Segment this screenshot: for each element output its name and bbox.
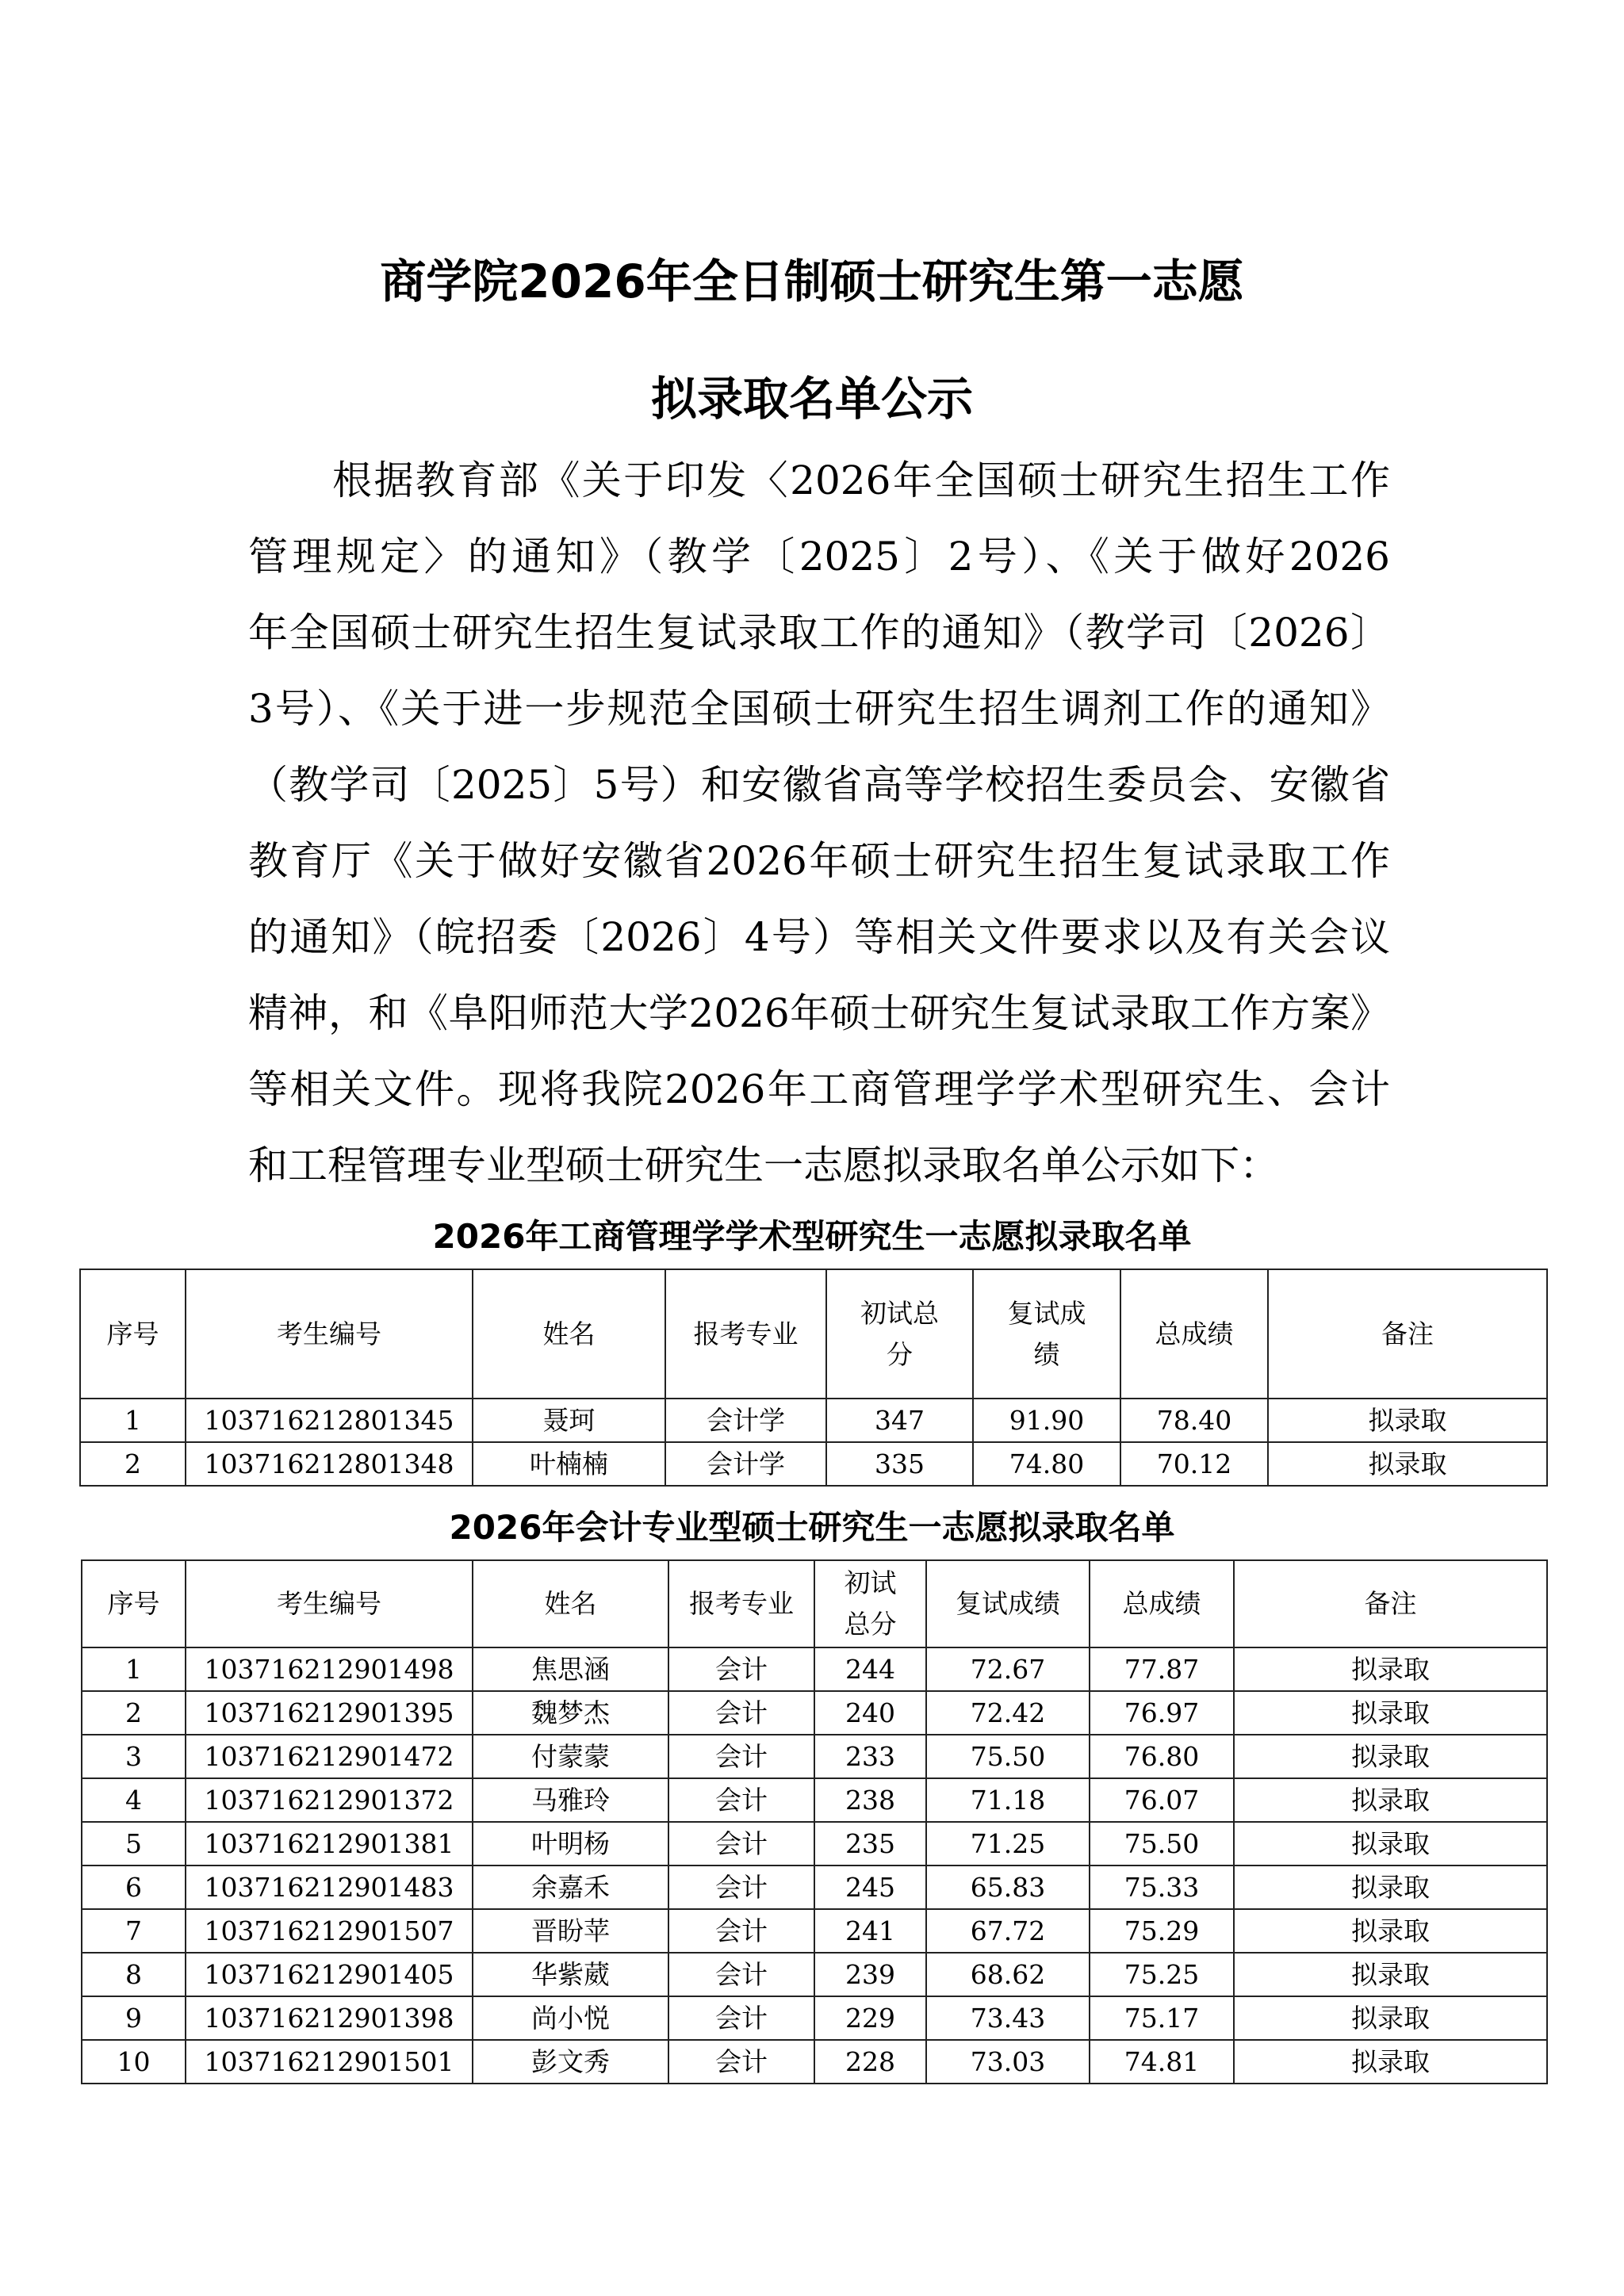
remark-cell: 拟录取 [1234,1822,1547,1866]
header-cell: 总成绩 [1120,1269,1268,1399]
header-text: 初试总分 [860,1297,939,1370]
remark-cell: 拟录取 [1234,1735,1547,1778]
paragraph-line: 等相关文件。现将我院2026年工商管理学学术型研究生、会计 [248,1066,1390,1112]
header-cell [826,1269,973,1399]
serial-cell: 6 [82,1866,186,1909]
total-score-cell: 75.50 [1090,1822,1234,1866]
remark-cell: 拟录取 [1234,1647,1547,1691]
serial-cell: 5 [82,1822,186,1866]
initial-score-cell: 335 [826,1442,973,1486]
admission-table-academic [79,1269,1548,1487]
header-cell: 考生编号 [186,1560,473,1647]
paragraph-line: 根据教育部《关于印发〈2026年全国硕士研究生招生工作 [332,457,1390,503]
retest-score-cell: 67.72 [926,1909,1090,1953]
retest-score-cell: 91.90 [973,1399,1120,1442]
header-cell: 姓名 [473,1269,665,1399]
serial-cell: 10 [82,2040,186,2084]
candidate-id-cell: 103716212901372 [186,1778,473,1822]
total-score-cell: 75.33 [1090,1866,1234,1909]
total-score-cell: 74.81 [1090,2040,1234,2084]
total-score-cell: 75.25 [1090,1953,1234,1996]
paragraph-line: 教育厅《关于做好安徽省2026年硕士研究生招生复试录取工作 [248,838,1390,884]
table-header-row [82,1560,1547,1647]
header-cell: 总成绩 [1090,1560,1234,1647]
header-cell: 复试成绩 [926,1560,1090,1647]
serial-cell: 1 [80,1399,186,1442]
retest-score-cell: 68.62 [926,1953,1090,1996]
table-row [82,1909,1547,1953]
header-cell: 姓名 [473,1560,668,1647]
name-cell: 叶楠楠 [473,1442,665,1486]
paragraph-line: 和工程管理专业型硕士研究生一志愿拟录取名单公示如下： [248,1142,1279,1188]
remark-cell: 拟录取 [1268,1399,1547,1442]
total-score-cell: 75.17 [1090,1996,1234,2040]
total-score-cell: 77.87 [1090,1647,1234,1691]
major-cell: 会计 [668,1996,814,2040]
table-row [80,1399,1547,1442]
candidate-id-cell: 103716212801345 [186,1399,473,1442]
total-score-cell: 76.80 [1090,1735,1234,1778]
major-cell: 会计 [668,1866,814,1909]
initial-score-cell: 235 [814,1822,926,1866]
table-body [82,1647,1547,2084]
major-cell: 会计 [668,2040,814,2084]
document-subtitle: 拟录取名单公示 [650,372,973,426]
candidate-id-cell: 103716212901405 [186,1953,473,1996]
table-row [82,1866,1547,1909]
major-cell: 会计 [668,1953,814,1996]
retest-score-cell: 72.42 [926,1691,1090,1735]
table-body [80,1399,1547,1486]
table-row [82,1822,1547,1866]
table-caption-academic: 2026年工商管理学学术型研究生一志愿拟录取名单 [432,1217,1192,1256]
paragraph-line: （教学司〔2025〕5号）和安徽省高等学校招生委员会、安徽省 [248,762,1390,808]
name-cell: 尚小悦 [473,1996,668,2040]
table-row [80,1442,1547,1486]
header-cell [973,1269,1120,1399]
name-cell: 华紫葳 [473,1953,668,1996]
header-cell: 报考专业 [665,1269,826,1399]
major-cell: 会计 [668,1647,814,1691]
name-cell: 余嘉禾 [473,1866,668,1909]
remark-cell: 拟录取 [1234,1909,1547,1953]
table-row [82,1691,1547,1735]
candidate-id-cell: 103716212901472 [186,1735,473,1778]
table-row [82,1953,1547,1996]
document-title: 商学院2026年全日制硕士研究生第一志愿 [380,254,1244,308]
remark-cell: 拟录取 [1234,2040,1547,2084]
header-cell: 考生编号 [186,1269,473,1399]
total-score-cell: 70.12 [1120,1442,1268,1486]
table-row [82,1647,1547,1691]
serial-cell: 2 [80,1442,186,1486]
serial-cell: 8 [82,1953,186,1996]
name-cell: 马雅玲 [473,1778,668,1822]
serial-cell: 4 [82,1778,186,1822]
name-cell: 焦思涵 [473,1647,668,1691]
remark-cell: 拟录取 [1234,1778,1547,1822]
candidate-id-cell: 103716212901507 [186,1909,473,1953]
major-cell: 会计 [668,1822,814,1866]
name-cell: 付蒙蒙 [473,1735,668,1778]
candidate-id-cell: 103716212801348 [186,1442,473,1486]
paragraph-line: 管理规定〉的通知》（教学〔2025〕2号）、《关于做好2026 [248,534,1390,580]
retest-score-cell: 72.67 [926,1647,1090,1691]
serial-cell: 3 [82,1735,186,1778]
header-cell: 序号 [80,1269,186,1399]
remark-cell: 拟录取 [1268,1442,1547,1486]
total-score-cell: 75.29 [1090,1909,1234,1953]
serial-cell: 1 [82,1647,186,1691]
admission-table-professional [81,1559,1548,2084]
major-cell: 会计 [668,1691,814,1735]
header-text: 初试总分 [844,1567,897,1640]
header-cell: 报考专业 [668,1560,814,1647]
paragraph-line: 的通知》（皖招委〔2026〕4号）等相关文件要求以及有关会议 [248,914,1390,960]
retest-score-cell: 71.18 [926,1778,1090,1822]
remark-cell: 拟录取 [1234,1996,1547,2040]
header-cell: 备注 [1234,1560,1547,1647]
name-cell: 晋盼苹 [473,1909,668,1953]
serial-cell: 7 [82,1909,186,1953]
retest-score-cell: 73.43 [926,1996,1090,2040]
table-caption-professional: 2026年会计专业型硕士研究生一志愿拟录取名单 [449,1508,1175,1547]
candidate-id-cell: 103716212901501 [186,2040,473,2084]
initial-score-cell: 240 [814,1691,926,1735]
total-score-cell: 76.07 [1090,1778,1234,1822]
initial-score-cell: 229 [814,1996,926,2040]
retest-score-cell: 71.25 [926,1822,1090,1866]
table-row [82,1996,1547,2040]
candidate-id-cell: 103716212901381 [186,1822,473,1866]
candidate-id-cell: 103716212901483 [186,1866,473,1909]
paragraph-line: 精神，和《阜阳师范大学2026年硕士研究生复试录取工作方案》 [248,990,1390,1036]
retest-score-cell: 65.83 [926,1866,1090,1909]
major-cell: 会计 [668,1909,814,1953]
initial-score-cell: 228 [814,2040,926,2084]
major-cell: 会计 [668,1778,814,1822]
initial-score-cell: 238 [814,1778,926,1822]
candidate-id-cell: 103716212901395 [186,1691,473,1735]
initial-score-cell: 244 [814,1647,926,1691]
header-text: 复试成绩 [1007,1297,1086,1370]
retest-score-cell: 75.50 [926,1735,1090,1778]
retest-score-cell: 74.80 [973,1442,1120,1486]
initial-score-cell: 241 [814,1909,926,1953]
table-row [82,1735,1547,1778]
table-row [82,2040,1547,2084]
initial-score-cell: 347 [826,1399,973,1442]
major-cell: 会计学 [665,1399,826,1442]
serial-cell: 2 [82,1691,186,1735]
table-header-row [80,1269,1547,1399]
retest-score-cell: 73.03 [926,2040,1090,2084]
paragraph-line: 年全国硕士研究生招生复试录取工作的通知》（教学司〔2026〕 [248,610,1390,656]
major-cell: 会计 [668,1735,814,1778]
remark-cell: 拟录取 [1234,1953,1547,1996]
name-cell: 聂珂 [473,1399,665,1442]
major-cell: 会计学 [665,1442,826,1486]
candidate-id-cell: 103716212901498 [186,1647,473,1691]
name-cell: 叶明杨 [473,1822,668,1866]
header-cell: 备注 [1268,1269,1547,1399]
name-cell: 彭文秀 [473,2040,668,2084]
initial-score-cell: 245 [814,1866,926,1909]
total-score-cell: 78.40 [1120,1399,1268,1442]
remark-cell: 拟录取 [1234,1691,1547,1735]
candidate-id-cell: 103716212901398 [186,1996,473,2040]
total-score-cell: 76.97 [1090,1691,1234,1735]
table-row [82,1778,1547,1822]
serial-cell: 9 [82,1996,186,2040]
remark-cell: 拟录取 [1234,1866,1547,1909]
paragraph-line: 3号）、《关于进一步规范全国硕士研究生招生调剂工作的通知》 [248,686,1390,732]
header-cell [814,1560,926,1647]
intro-paragraph [248,442,1390,1203]
name-cell: 魏梦杰 [473,1691,668,1735]
initial-score-cell: 239 [814,1953,926,1996]
header-cell: 序号 [82,1560,186,1647]
initial-score-cell: 233 [814,1735,926,1778]
